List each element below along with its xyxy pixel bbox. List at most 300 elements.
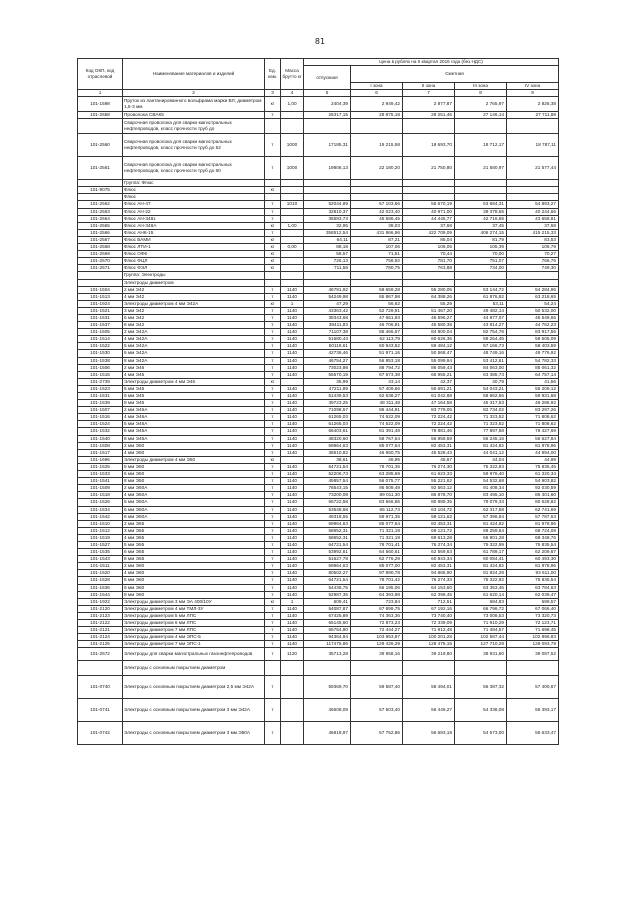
code-cell: 101-2568 xyxy=(78,244,123,251)
name-cell: 2 мм Э42 xyxy=(123,286,265,293)
zone4-price-cell: 70,27 xyxy=(507,251,559,258)
mass-cell: 1140 xyxy=(281,577,304,584)
mass-cell: 1140 xyxy=(281,286,304,293)
name-cell: 8 мм Э46А xyxy=(123,435,265,442)
unit-cell: т xyxy=(265,449,281,456)
mass-cell: 1140 xyxy=(281,485,304,492)
zone1-price-cell: 81 391,48 xyxy=(351,428,403,435)
header-mass: Масса брутто кг xyxy=(281,59,304,90)
table-row xyxy=(78,400,559,407)
code-cell xyxy=(78,194,123,201)
name-cell: Флюс ЛТИ-1 xyxy=(123,244,265,251)
release-price-cell: 73200,08 xyxy=(304,492,351,499)
name-cell: 4 мм Э60 xyxy=(123,570,265,577)
zone1-price-cell: 64 393,98 xyxy=(351,591,403,598)
zone2-price-cell: 73 740,40 xyxy=(403,612,455,619)
mass-cell: 1120 xyxy=(281,648,304,661)
zone3-price-cell: 57 396,94 xyxy=(455,513,507,520)
name-cell: Флюс xyxy=(123,187,265,194)
name-cell: 8 мм Э50А xyxy=(123,513,265,520)
zone4-price-cell: 44 762,23 xyxy=(507,322,559,329)
release-price-cell: 54436,75 xyxy=(304,584,351,591)
table-row xyxy=(78,605,559,612)
zone3-price-cell: 54 043,21 xyxy=(455,385,507,392)
mass-cell: 1140 xyxy=(281,534,304,541)
mass-cell xyxy=(281,272,304,279)
zone3-price-cell: 66 796,72 xyxy=(455,605,507,612)
zone3-price-cell: 63 385,73 xyxy=(455,371,507,378)
code-cell: 101-9075 xyxy=(78,187,123,194)
table-row xyxy=(78,549,559,556)
column-index: 5 xyxy=(304,90,351,97)
zone1-price-cell xyxy=(351,272,403,279)
name-cell: 5 мм Э60 xyxy=(123,577,265,584)
code-cell: 101-1530 xyxy=(78,350,123,357)
mass-cell: 1140 xyxy=(281,414,304,421)
zone4-price-cell: 75 835,45 xyxy=(507,463,559,470)
table-row xyxy=(78,194,559,201)
release-price-cell: 42736,46 xyxy=(304,350,351,357)
name-cell: 2 мм Э42А xyxy=(123,329,265,336)
code-cell: 101-1542 xyxy=(78,513,123,520)
release-price-cell: 66145,60 xyxy=(304,620,351,627)
name-cell: Электроды диаметром xyxy=(123,279,265,286)
zone4-price-cell: 55 393,17 xyxy=(507,699,559,722)
table-row xyxy=(78,563,559,570)
zone1-price-cell: 88 794,72 xyxy=(351,364,403,371)
code-cell: 101-1510 xyxy=(78,520,123,527)
code-cell: 101-1514 xyxy=(78,336,123,343)
zone2-price-cell: 59 484,12 xyxy=(403,343,455,350)
zone1-price-cell: 74 522,09 xyxy=(351,414,403,421)
release-price-cell: 88,18 xyxy=(304,244,351,251)
mass-cell: 1140 xyxy=(281,541,304,548)
table-row xyxy=(78,471,559,478)
name-cell: 5 мм Э46 xyxy=(123,385,265,392)
zone2-price-cell: 86 059,43 xyxy=(403,364,455,371)
name-cell: Электроды диаметром 5 мм ЛПС xyxy=(123,612,265,619)
unit-cell: т xyxy=(265,400,281,407)
zone1-price-cell: 46,95 xyxy=(351,456,403,463)
zone3-price-cell: 61 789,17 xyxy=(455,549,507,556)
code-cell: 101-1522 xyxy=(78,343,123,350)
release-price-cell: 117475,86 xyxy=(304,641,351,648)
release-price-cell: 58652,31 xyxy=(304,534,351,541)
zone2-price-cell: 56 693,19 xyxy=(403,722,455,745)
unit-cell: т xyxy=(265,492,281,499)
code-cell: 101-1538 xyxy=(78,357,123,364)
name-cell: 6 мм Э50 xyxy=(123,471,265,478)
unit-cell: т xyxy=(265,112,281,119)
code-cell: 101-0742 xyxy=(78,722,123,745)
code-cell: 101-1536 xyxy=(78,584,123,591)
zone1-price-cell: 65 112,73 xyxy=(351,506,403,513)
table-row xyxy=(78,314,559,321)
mass-cell: 1 xyxy=(281,300,304,307)
mass-cell: 1140 xyxy=(281,421,304,428)
release-price-cell: 64721,54 xyxy=(304,463,351,470)
zone2-price-cell: 64 388,26 xyxy=(403,293,455,300)
release-price-cell xyxy=(304,180,351,187)
name-cell: 4 мм Э55 xyxy=(123,534,265,541)
release-price-cell: 38,61 xyxy=(304,456,351,463)
unit-cell: т xyxy=(265,463,281,470)
code-cell: 101-2563 xyxy=(78,208,123,215)
unit-cell: кг xyxy=(265,236,281,243)
zone1-price-cell: 129 426,29 xyxy=(351,641,403,648)
name-cell: Группа: Флюс xyxy=(123,180,265,187)
zone1-price-cell: 78 701,35 xyxy=(351,463,403,470)
mass-cell: 1140 xyxy=(281,435,304,442)
zone2-price-cell: 62 398,45 xyxy=(403,591,455,598)
zone3-price-cell: 38 931,60 xyxy=(455,648,507,661)
zone1-price-cell xyxy=(351,194,403,201)
code-cell: 101-2564 xyxy=(78,215,123,222)
zone3-price-cell xyxy=(455,661,507,676)
zone3-price-cell xyxy=(455,194,507,201)
code-cell: 101-1520 xyxy=(78,570,123,577)
zone2-price-cell: 67 192,16 xyxy=(403,605,455,612)
zone3-price-cell: 84 063,00 xyxy=(455,364,507,371)
zone4-price-cell: 72 123,71 xyxy=(507,620,559,627)
zone2-price-cell: 2 877,87 xyxy=(403,97,455,112)
code-cell: 101-1509 xyxy=(78,485,123,492)
name-cell: 5 мм Э42А xyxy=(123,343,265,350)
zone4-price-cell: 81 978,96 xyxy=(507,563,559,570)
code-cell: 101-2560 xyxy=(78,134,123,157)
name-cell: Флюс АН-47 xyxy=(123,201,265,208)
release-price-cell: 78543,15 xyxy=(304,485,351,492)
unit-cell: т xyxy=(265,648,281,661)
mass-cell xyxy=(281,229,304,236)
zone3-price-cell: 82 734,02 xyxy=(455,407,507,414)
unit-cell: т xyxy=(265,612,281,619)
zone4-price-cell: 54 893,27 xyxy=(507,201,559,208)
zone2-price-cell: 18 693,70 xyxy=(403,134,455,157)
name-cell: 8 мм Э50 xyxy=(123,478,265,485)
name-cell: 2 мм Э46 xyxy=(123,364,265,371)
code-cell: 101-2569 xyxy=(78,251,123,258)
zone1-price-cell: 58 659,28 xyxy=(351,286,403,293)
zone4-price-cell: 71 808,62 xyxy=(507,414,559,421)
zone3-price-cell: 105,39 xyxy=(455,244,507,251)
name-cell: 8 мм Э55 xyxy=(123,556,265,563)
mass-cell: 1140 xyxy=(281,471,304,478)
zone2-price-cell: 55 280,05 xyxy=(403,286,455,293)
table-row xyxy=(78,661,559,676)
zone3-price-cell: 91 824,29 xyxy=(455,570,507,577)
code-cell xyxy=(78,180,123,187)
zone3-price-cell xyxy=(455,119,507,134)
mass-cell xyxy=(281,180,304,187)
zone2-price-cell: 58 494,01 xyxy=(403,676,455,699)
zone4-price-cell: 73 320,73 xyxy=(507,612,559,619)
zone1-price-cell: 60 943,52 xyxy=(351,343,403,350)
unit-cell: т xyxy=(265,336,281,343)
name-cell: Электроды диаметром 7 мм ЭПС-1 xyxy=(123,641,265,648)
zone3-price-cell: 73 008,53 xyxy=(455,612,507,619)
zone4-price-cell: 81 978,96 xyxy=(507,442,559,449)
zone1-price-cell: 97 890,78 xyxy=(351,570,403,577)
release-price-cell: 69964,63 xyxy=(304,442,351,449)
zone2-price-cell: 84 800,04 xyxy=(403,329,455,336)
release-price-cell xyxy=(304,279,351,286)
name-cell: Флюс АНК-15 xyxy=(123,229,265,236)
column-index: 1 xyxy=(78,90,123,97)
zone3-price-cell: 42 716,65 xyxy=(455,215,507,222)
code-cell: 101-2124 xyxy=(78,634,123,641)
name-cell: 5 мм Э50 xyxy=(123,463,265,470)
zone3-price-cell: 62 317,58 xyxy=(455,506,507,513)
unit-cell: кг xyxy=(265,378,281,385)
name-cell: 4 мм Э50А xyxy=(123,492,265,499)
zone1-price-cell: 57 752,86 xyxy=(351,722,403,745)
zone3-price-cell: 53 144,72 xyxy=(455,286,507,293)
zone3-price-cell: 61 620,14 xyxy=(455,591,507,598)
column-index: 3 xyxy=(265,90,281,97)
zone4-price-cell xyxy=(507,187,559,194)
header-unit: Ед. изм. xyxy=(265,59,281,90)
zone4-price-cell: 62 209,67 xyxy=(507,549,559,556)
zone2-price-cell: 47 164,58 xyxy=(403,400,455,407)
zone2-price-cell: 76 274,33 xyxy=(403,577,455,584)
table-row xyxy=(78,456,559,463)
header-zone-1: I зона xyxy=(351,82,403,89)
unit-cell: т xyxy=(265,201,281,208)
name-cell: 8 мм Э46 xyxy=(123,400,265,407)
zone1-price-cell: 45 586,45 xyxy=(351,215,403,222)
code-cell: 101-2566 xyxy=(78,229,123,236)
mass-cell: 1140 xyxy=(281,293,304,300)
zone1-price-cell: 46 950,75 xyxy=(351,449,403,456)
zone1-price-cell: 67 899,75 xyxy=(351,605,403,612)
zone3-price-cell: 63 353,46 xyxy=(455,584,507,591)
name-cell: 8 мм Э42А xyxy=(123,357,265,364)
table-row xyxy=(78,378,559,385)
table-row xyxy=(78,699,559,722)
zone4-price-cell: 766,75 xyxy=(507,258,559,265)
table-row xyxy=(78,598,559,605)
zone4-price-cell: 46 286,92 xyxy=(507,400,559,407)
zone1-price-cell: 52 729,91 xyxy=(351,307,403,314)
code-cell xyxy=(78,272,123,279)
zone4-price-cell: 71 808,62 xyxy=(507,421,559,428)
unit-cell: кг xyxy=(265,456,281,463)
zone1-price-cell: 85 077,64 xyxy=(351,442,403,449)
unit-cell: кг xyxy=(265,265,281,272)
code-cell: 101-1518 xyxy=(78,492,123,499)
table-row xyxy=(78,97,559,112)
release-price-cell: 35713,28 xyxy=(304,648,351,661)
zone4-price-cell: 58 403,59 xyxy=(507,343,559,350)
code-cell: 101-1504 xyxy=(78,286,123,293)
zone2-price-cell xyxy=(403,194,455,201)
release-price-cell: 54087,87 xyxy=(304,605,351,612)
unit-cell: т xyxy=(265,634,281,641)
release-price-cell: 64721,54 xyxy=(304,577,351,584)
zone2-price-cell: 63 104,72 xyxy=(403,506,455,513)
code-cell: 101-1533 xyxy=(78,471,123,478)
name-cell: Электроды диаметром 7 мм ЛПС xyxy=(123,627,265,634)
table-row xyxy=(78,442,559,449)
zone1-price-cell: 723,84 xyxy=(351,598,403,605)
table-row xyxy=(78,407,559,414)
name-cell: 6 мм Э55 xyxy=(123,549,265,556)
mass-cell: 1140 xyxy=(281,371,304,378)
code-cell: 101-2122 xyxy=(78,620,123,627)
release-price-cell: 73023,98 xyxy=(304,364,351,371)
mass-cell xyxy=(281,378,304,385)
table-row xyxy=(78,286,559,293)
zone1-price-cell: 95 509,49 xyxy=(351,485,403,492)
zone3-price-cell: 58 264,46 xyxy=(455,336,507,343)
table-row xyxy=(78,251,559,258)
zone3-price-cell: 45 317,53 xyxy=(455,400,507,407)
release-price-cell: 52206,73 xyxy=(304,471,351,478)
table-row xyxy=(78,414,559,421)
release-price-cell: 47,29 xyxy=(304,300,351,307)
zone1-price-cell: 63 285,69 xyxy=(351,471,403,478)
unit-cell: кг xyxy=(265,187,281,194)
zone2-price-cell: 65 955,21 xyxy=(403,371,455,378)
zone2-price-cell: 56 446,27 xyxy=(403,699,455,722)
name-cell: Электроды с основным покрытием диаметром 3 мм Э42А xyxy=(123,699,265,722)
unit-cell: т xyxy=(265,293,281,300)
code-cell: 101-1539 xyxy=(78,400,123,407)
code-cell: 101-1517 xyxy=(78,449,123,456)
mass-cell: 1140 xyxy=(281,393,304,400)
code-cell: 101-1508 xyxy=(78,442,123,449)
zone4-price-cell: 64 757,14 xyxy=(507,371,559,378)
code-cell: 101-1543 xyxy=(78,556,123,563)
release-price-cell: 51627,78 xyxy=(304,556,351,563)
release-price-cell: 35593,73 xyxy=(304,215,351,222)
zone2-price-cell: 76 274,34 xyxy=(403,541,455,548)
zone2-price-cell: 51 467,20 xyxy=(403,307,455,314)
zone1-price-cell: 72 444,27 xyxy=(351,627,403,634)
mass-cell: 1010 xyxy=(281,201,304,208)
zone3-price-cell: 39 378,65 xyxy=(455,208,507,215)
zone2-price-cell: 44 446,77 xyxy=(403,215,455,222)
zone1-price-cell: 74 363,36 xyxy=(351,612,403,619)
header-zone-2: II зона xyxy=(403,82,455,89)
zone1-price-cell: 71,51 xyxy=(351,251,403,258)
code-cell: 101-1523 xyxy=(78,385,123,392)
code-cell: 101-2558 xyxy=(78,112,123,119)
zone4-price-cell xyxy=(507,180,559,187)
release-price-cell: 32,95 xyxy=(304,222,351,229)
name-cell: 2 мм Э50 xyxy=(123,442,265,449)
zone1-price-cell: 62 776,29 xyxy=(351,556,403,563)
unit-cell: т xyxy=(265,722,281,745)
zone1-price-cell: 86 444,91 xyxy=(351,407,403,414)
zone2-price-cell: 55 099,94 xyxy=(403,357,455,364)
unit-cell: т xyxy=(265,513,281,520)
zone1-price-cell xyxy=(351,119,403,134)
zone4-price-cell: 59 931,68 xyxy=(507,393,559,400)
zone3-price-cell: 18 712,17 xyxy=(455,134,507,157)
zone3-price-cell: 75 322,92 xyxy=(455,577,507,584)
unit-cell: т xyxy=(265,442,281,449)
release-price-cell: 64,11 xyxy=(304,236,351,243)
mass-cell: 1140 xyxy=(281,336,304,343)
release-price-cell: 35,99 xyxy=(304,378,351,385)
name-cell: Электроды диаметром 6 мм ЛПС xyxy=(123,620,265,627)
name-cell: Пруток из лантанированного вольфрама марки ВЛ, диаметром 1,5-3 мм xyxy=(123,97,265,112)
release-price-cell: 65754,80 xyxy=(304,627,351,634)
zone4-price-cell: 27 711,98 xyxy=(507,112,559,119)
zone4-price-cell: 54 284,96 xyxy=(507,286,559,293)
code-cell: 101-2739 xyxy=(78,378,123,385)
zone1-price-cell: 57 503,40 xyxy=(351,699,403,722)
zone3-price-cell: 44,04 xyxy=(455,456,507,463)
zone3-price-cell: 37,45 xyxy=(455,222,507,229)
code-cell: 101-1507 xyxy=(78,407,123,414)
name-cell: Электроды диаметром 4 мм Э50 xyxy=(123,456,265,463)
release-price-cell: 52987,35 xyxy=(304,591,351,598)
code-cell: 101-2562 xyxy=(78,201,123,208)
zone4-price-cell: 41,56 xyxy=(507,378,559,385)
unit-cell xyxy=(265,119,281,134)
mass-cell: 1140 xyxy=(281,364,304,371)
unit-cell: т xyxy=(265,471,281,478)
zone3-price-cell: 54 338,08 xyxy=(455,699,507,722)
mass-cell: 1140 xyxy=(281,499,304,506)
mass-cell: 1140 xyxy=(281,329,304,336)
unit-cell: т xyxy=(265,577,281,584)
mass-cell: 1140 xyxy=(281,407,304,414)
zone4-price-cell: 18 787,11 xyxy=(507,134,559,157)
zone4-price-cell: 63 218,65 xyxy=(507,293,559,300)
name-cell: 5 мм Э55 xyxy=(123,541,265,548)
name-cell: Флюс xyxy=(123,194,265,201)
zone2-price-cell: 21 750,80 xyxy=(403,157,455,180)
zone4-price-cell: 43 658,81 xyxy=(507,215,559,222)
unit-cell xyxy=(265,194,281,201)
code-cell: 101-1525 xyxy=(78,463,123,470)
mass-cell xyxy=(281,258,304,265)
zone3-price-cell: 71 323,52 xyxy=(455,414,507,421)
release-price-cell xyxy=(304,661,351,676)
zone2-price-cell: 83 779,05 xyxy=(403,407,455,414)
table-row xyxy=(78,336,559,343)
table-row xyxy=(78,157,559,180)
zone3-price-cell: 70,00 xyxy=(455,251,507,258)
table-row xyxy=(78,499,559,506)
zone4-price-cell: 62 039,47 xyxy=(507,591,559,598)
mass-cell xyxy=(281,194,304,201)
unit-cell: т xyxy=(265,499,281,506)
name-cell: 5 мм Э50А xyxy=(123,499,265,506)
zone2-price-cell: 50 568,47 xyxy=(403,350,455,357)
name-cell: Электроды диаметром 4 мм ЭПС-5 xyxy=(123,634,265,641)
mass-cell xyxy=(281,661,304,676)
zone1-price-cell: 65 867,98 xyxy=(351,293,403,300)
zone3-price-cell: 734,00 xyxy=(455,265,507,272)
table-row xyxy=(78,421,559,428)
release-price-cell xyxy=(304,272,351,279)
mass-cell: 1140 xyxy=(281,549,304,556)
unit-cell: т xyxy=(265,393,281,400)
mass-cell: 1140 xyxy=(281,428,304,435)
zone3-price-cell: 75 322,99 xyxy=(455,541,507,548)
unit-cell: кг xyxy=(265,222,281,229)
zone3-price-cell: 2 765,97 xyxy=(455,97,507,112)
zone1-price-cell: 431 866,96 xyxy=(351,229,403,236)
mass-cell: 1140 xyxy=(281,556,304,563)
table-row xyxy=(78,244,559,251)
zone4-price-cell: 699,57 xyxy=(507,598,559,605)
